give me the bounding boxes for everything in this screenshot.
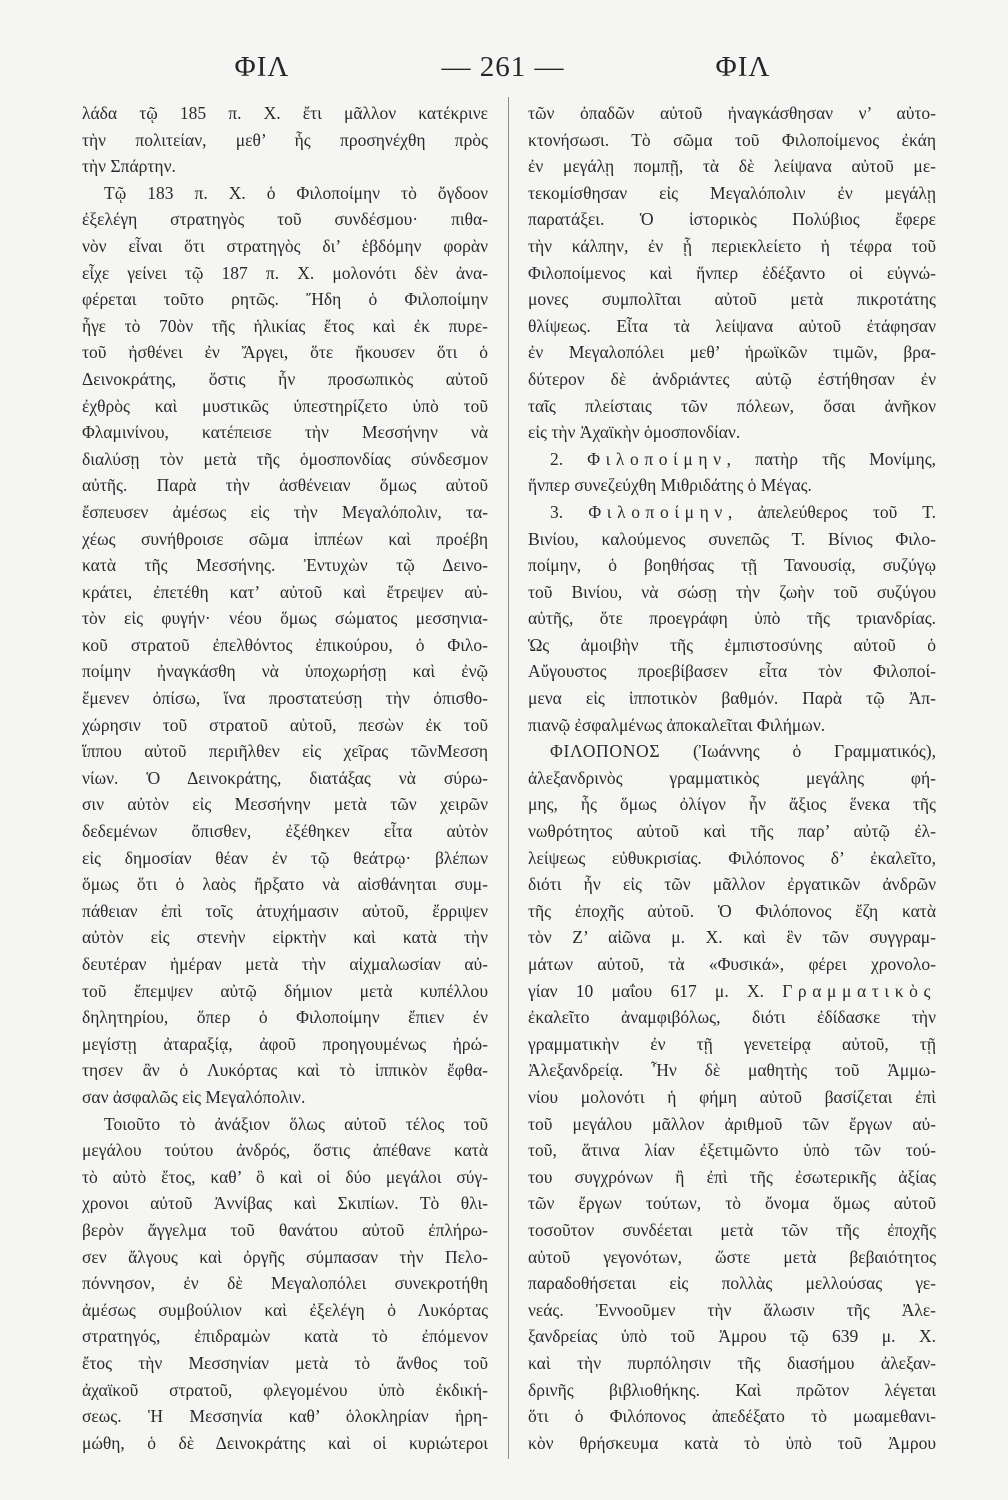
- text-line: νίων. Ὁ Δεινοκράτης, διατάξας νὰ σύρω-: [82, 767, 488, 788]
- text-line: σεως. Ἡ Μεσσηνία καθ’ ὁλοκληρίαν ἠρη-: [82, 1406, 488, 1427]
- text-line: Δεινοκράτης, ὅστις ἦν προσωπικὸς αὐτοῦ: [82, 368, 488, 389]
- text-line: κὸν θρήσκευμα κατὰ τὸ ὑπὸ τοῦ Ἀμρου: [528, 1432, 936, 1453]
- text-line: Τοιοῦτο τὸ ἀνάξιον ὅλως αὐτοῦ τέλος τοῦ: [104, 1113, 488, 1134]
- text-line: στρατηγός, ἐπιδραμὼν κατὰ τὸ ἐπόμενον: [82, 1326, 488, 1347]
- text-line: [528, 499, 936, 526]
- text-segment: (Ἰωάννης ὁ Γραμματικός),: [660, 741, 936, 762]
- text-line: τεκομίσθησαν εἰς Μεγαλόπολιν ἐν μεγάλῃ: [528, 182, 936, 203]
- text-line: [528, 978, 936, 1005]
- text-line: Φιλοποίμενος καὶ ἥνπερ ἐδέξαντο οἱ εὐγνώ-: [528, 262, 936, 283]
- spaced-name: Φιλοποίμην: [588, 501, 728, 522]
- text-line: τοῦ, ἅτινα λίαν ἐξετιμῶντο ὑπὸ τῶν τού-: [528, 1140, 936, 1161]
- text-line: εἰς τὴν Ἀχαϊκὴν ὁμοσπονδίαν.: [528, 422, 741, 443]
- text-line: [528, 446, 936, 473]
- text-line: παρατάξει. Ὁ ἱστορικὸς Πολύβιος ἔφερε: [528, 209, 936, 230]
- text-line: ἐχθρὸς καὶ μυστικῶς ὑπεστηρίζετο ὑπὸ τοῦ: [82, 395, 488, 416]
- text-line: Ἀλεξανδρείᾳ. Ἦν δὲ μαθητὴς τοῦ Ἀμμω-: [528, 1060, 936, 1081]
- text-line: χώρησιν τοῦ στρατοῦ αὐτοῦ, πεσὼν ἐκ τοῦ: [82, 714, 488, 735]
- text-line: τὸ αὐτὸ ἔτος, καθ’ ὃ καὶ οἱ δύο μεγάλοι σύγ-: [82, 1166, 488, 1187]
- text-line: πιανῷ ἐσφαλμένως ἀποκαλεῖται Φιλήμων.: [528, 714, 826, 735]
- text-line: πάθειαν ἐπὶ τοῖς ἀτυχήμασιν αὐτοῦ, ἔρριψεν: [82, 900, 488, 921]
- text-line: δεδεμένων ὄπισθεν, ἐξέθηκεν εἶτα αὐτὸν: [82, 821, 488, 842]
- text-line: πόννησον, ἐν δὲ Μεγαλοπόλει συνεκροτήθη: [82, 1273, 488, 1294]
- text-line: Φλαμινίνου, κατέπεισε τὴν Μεσσήνην νὰ: [82, 422, 488, 443]
- text-line: Βινίου, καλούμενος συνεπῶς Τ. Βίνιος Φιλο-: [528, 528, 936, 549]
- text-line: βερὸν ἄγγελμα τοῦ θανάτου αὐτοῦ ἐπλήρω-: [82, 1219, 488, 1240]
- text-line: ἐν μεγάλῃ πομπῇ, τὰ δὲ λείψανα αὐτοῦ με-: [528, 156, 936, 177]
- text-line: ὅτι ὁ Φιλόπονος ἀπεδέξατο τὸ μωαμεθανι-: [528, 1406, 936, 1427]
- text-line: φέρεται τοῦτο ρητῶς. Ἤδη ὁ Φιλοποίμην: [82, 289, 488, 310]
- text-line: μεγίστῃ ἀταραξίᾳ, ἀφοῦ προηγουμένως ἠρώ-: [82, 1033, 488, 1054]
- text-line: τῶν ὀπαδῶν αὐτοῦ ἠναγκάσθησαν ν’ αὐτο-: [528, 103, 936, 123]
- text-line: δύτερον δὲ ἀνδριάντες αὐτῷ ἐστήθησαν ἐν: [528, 368, 936, 389]
- text-line: ἔσπευσεν ἀμέσως εἰς τὴν Μεγαλόπολιν, τα-: [82, 501, 488, 522]
- text-line: τὴν πολιτείαν, μεθ’ ἧς προσηνέχθη πρὸς: [82, 129, 488, 150]
- text-line: αὐτῆς, ὅτε προεγράφη ὑπὸ τῆς τριανδρίας.: [528, 608, 936, 629]
- text-line: καὶ τὴν πυρπόλησιν τῆς διασήμου ἀλεξαν-: [528, 1352, 936, 1373]
- text-line: τοῦ Βινίου, νὰ σώσῃ τὴν ζωὴν τοῦ συζύγου: [528, 581, 936, 602]
- text-line: Τῷ 183 π. Χ. ὁ Φιλοποίμην τὸ ὄγδοον: [104, 182, 488, 203]
- paragraph: [528, 446, 936, 499]
- text-line: μεγάλου τούτου ἀνδρός, ὅστις ἀπέθανε κατὰ: [82, 1140, 488, 1161]
- text-line: Ὡς ἀμοιβὴν τῆς ἐμπιστοσύνης αὐτοῦ ὁ: [528, 634, 936, 655]
- paragraph: [528, 100, 936, 446]
- text-segment: , ἀπελεύθερος τοῦ Τ.: [727, 501, 936, 522]
- text-line: νὸν εἶναι ὅτι στρατηγὸς δι’ ἑβδόμην φορὰν: [82, 235, 488, 256]
- paragraph: [82, 100, 488, 180]
- page-number: — 261 —: [441, 51, 565, 83]
- text-line: τοῦ ἔπεμψεν αὐτῷ δήμιον μετὰ κυπέλλου: [82, 980, 488, 1001]
- spaced-name: Φιλοποίμην: [587, 448, 727, 469]
- text-line: ἐκαλεῖτο ἀναμφιβόλως, διότι ἐδίδασκε τὴν: [528, 1007, 936, 1028]
- entry-headword: ΦΙΛΟΠΟΝΟΣ: [550, 741, 661, 762]
- text-line: σεν ἄλγους καὶ ὀργῆς σύμπασαν τὴν Πελο-: [82, 1246, 488, 1267]
- text-line: τοσοῦτον συνδέεται μετὰ τῶν τῆς ἐποχῆς: [528, 1219, 936, 1240]
- text-line: τὸν Ζ’ αἰῶνα μ. Χ. καὶ ἓν τῶν συγγραμ-: [528, 927, 936, 948]
- text-line: χρονοι αὐτοῦ Ἀννίβας καὶ Σκιπίων. Τὸ θλι-: [82, 1193, 488, 1214]
- text-line: νωθρότητος αὐτοῦ καὶ τῆς παρ’ αὐτῷ ἐλ-: [528, 821, 936, 842]
- spaced-name: Γραμματικὸς: [782, 980, 936, 1001]
- text-line: ἀμέσως συμβούλιον καὶ ἐξελέγη ὁ Λυκόρτας: [82, 1299, 488, 1320]
- text-segment: 3.: [550, 501, 589, 522]
- text-line: σιν αὐτὸν εἰς Μεσσήνην μετὰ τῶν χειρῶν: [82, 794, 488, 815]
- text-line: μονες συμπολῖται αὐτοῦ μετὰ πικροτάτης: [528, 289, 936, 310]
- text-line: μενα εἰς ἱπποτικὸν βαθμόν. Παρὰ τῷ Ἀπ-: [528, 688, 936, 709]
- text-line: ποίμην ἠναγκάσθη νὰ ὑποχωρήσῃ καὶ ἐνῷ: [82, 661, 488, 682]
- text-line: διότι ἦν εἰς τῶν μᾶλλον ἐργατικῶν ἀνδρῶν: [528, 874, 936, 895]
- text-line: ἐν Μεγαλοπόλει μεθ’ ἡρωϊκῶν τιμῶν, βρα-: [528, 342, 936, 363]
- text-line: τοῦ ἠσθένει ἐν Ἄργει, ὅτε ἤκουσεν ὅτι ὁ: [82, 342, 488, 363]
- text-line: Αὔγουστος προεβίβασεν εἶτα τὸν Φιλοποί-: [528, 661, 936, 682]
- column-divider: [508, 97, 509, 1459]
- text-line: αὐτὸν εἰς στενὴν εἱρκτὴν καὶ κατὰ τὴν: [82, 927, 488, 948]
- text-line: ἀχαϊκοῦ στρατοῦ, φλεγομένου ὑπὸ ἐκδική-: [82, 1379, 488, 1400]
- text-line: κοῦ στρατοῦ ἐπελθόντος ἐπικούρου, ὁ Φιλο-: [82, 634, 488, 655]
- text-line: νίου μολονότι ἡ φήμη αὐτοῦ βασίζεται ἐπὶ: [528, 1086, 936, 1107]
- paragraph: [82, 180, 488, 1111]
- text-line: γραμματικὴν ἐν τῇ γενετείρᾳ αὐτοῦ, τῇ: [528, 1033, 936, 1054]
- paragraph: [528, 738, 936, 1456]
- text-line: ἵππου αὐτοῦ περιῆλθεν εἰς χεῖρας τῶνΜεσση: [82, 741, 488, 762]
- text-line: δρινῆς βιβλιοθήκης. Καὶ πρῶτον λέγεται: [528, 1379, 936, 1400]
- text-line: τὴν κάλπην, ἐν ᾗ περιεκλείετο ἡ τέφρα τοῦ: [528, 235, 936, 256]
- text-segment: γίαν 10 μαΐου 617 μ. Χ.: [528, 980, 783, 1001]
- text-line: θλίψεως. Εἶτα τὰ λείψανα αὐτοῦ ἐτάφησαν: [528, 315, 936, 336]
- text-line: ἦγε τὸ 70ὸν τῆς ἡλικίας ἔτος καὶ ἐκ πυρε-: [82, 315, 488, 336]
- text-line: ἔμενεν ὀπίσω, ἵνα προστατεύσῃ τὴν ὀπισθο-: [82, 688, 488, 709]
- text-line: σαν ἀσφαλῶς εἰς Μεγαλόπολιν.: [82, 1086, 306, 1107]
- text-line: τοῦ μεγάλου μᾶλλον ἀριθμοῦ τῶν ἔργων αὐ-: [528, 1113, 936, 1134]
- text-line: τῶν ἔργων τούτων, τὸ ὄνομα ὅμως αὐτοῦ: [528, 1193, 936, 1214]
- text-line: δηλητηρίου, ὅπερ ὁ Φιλοποίμην ἔπιεν ἐν: [82, 1007, 488, 1028]
- text-line: κατὰ τῆς Μεσσήνης. Ἐντυχὼν τῷ Δεινο-: [82, 555, 488, 576]
- text-line: λείψεως εὐθυκρισίας. Φιλόπονος δ’ ἐκαλεῖτο,: [528, 847, 936, 868]
- text-line: κράτει, ἐπετέθη κατ’ αὐτοῦ καὶ ἔτρεψεν αὐ-: [82, 581, 488, 602]
- text-line: λάδα τῷ 185 π. Χ. ἔτι μᾶλλον κατέκρινε: [82, 103, 488, 123]
- text-line: εἰς δημοσίαν θέαν ἐν τῷ θεάτρῳ· βλέπων: [82, 847, 488, 868]
- text-line: ἔτος τὴν Μεσσηνίαν μετὰ τὸ ἄνθος τοῦ: [82, 1352, 488, 1373]
- text-line: μάτων αὐτοῦ, τὰ «Φυσικά», φέρει χρονολο-: [528, 954, 936, 974]
- text-segment: 2.: [550, 448, 588, 469]
- text-line: ποίμην, ὁ βοηθήσας τῇ Τανουσίᾳ, συζύγῳ: [528, 555, 936, 576]
- text-line: παραδοθήσεται εἰς πολλὰς μελλούσας γε-: [528, 1273, 936, 1294]
- text-line: αὐτοῦ γεγονότων, ὥστε μετὰ βεβαιότητος: [528, 1246, 936, 1267]
- text-line: τῆς ἐποχῆς αὐτοῦ. Ὁ Φιλόπονος ἔζη κατὰ: [528, 900, 936, 921]
- text-line: τησεν ἂν ὁ Λυκόρτας καὶ τὸ ἱππικὸν ἔφθα-: [82, 1060, 488, 1081]
- paragraph: [528, 499, 936, 738]
- right-column: [528, 100, 936, 1456]
- text-line: ὅμως ὅτι ὁ λαὸς ἤρξατο νὰ αἰσθάνηται συμ-: [82, 874, 488, 895]
- text-line: τὸν εἰς φυγήν· νέου ὅμως σώματος μεσσηνια-: [82, 608, 488, 629]
- text-line: κτονήσωσι. Τὸ σῶμα τοῦ Φιλοποίμενος ἐκάη: [528, 129, 936, 150]
- text-segment: , πατὴρ τῆς Μονίμης,: [726, 448, 937, 469]
- text-line: δευτέραν ἡμέραν μετὰ τὴν αἰχμαλωσίαν αὐ-: [82, 954, 488, 974]
- left-column: [82, 100, 488, 1456]
- text-line: εἶχε γείνει τῷ 187 π. Χ. μολονότι δὲν ἀνα-: [82, 262, 488, 283]
- text-line: διαλύσῃ τὸν μετὰ τῆς ὁμοσπονδίας σύνδεσμον: [82, 448, 488, 469]
- text-line: μώθη, ὁ δὲ Δεινοκράτης καὶ οἱ κυριώτεροι: [82, 1432, 488, 1453]
- text-line: ταῖς πλείσταις τῶν πόλεων, ὅσαι ἀνῆκον: [528, 395, 936, 416]
- text-line: του συγχρόνων ἢ ἐπὶ τῆς ἐσωτερικῆς ἀξίας: [528, 1166, 936, 1187]
- text-line: τὴν Σπάρτην.: [82, 156, 176, 177]
- text-line: νεάς. Ἐννοοῦμεν τὴν ἅλωσιν τῆς Ἀλε-: [528, 1299, 936, 1320]
- running-head-left: ΦΙΛ: [234, 51, 290, 83]
- text-line: ἐξελέγη στρατηγὸς τοῦ συνδέσμου· πιθα-: [82, 209, 488, 230]
- text-line: ἥνπερ συνεζεύχθη Μιθριδάτης ὁ Μέγας.: [528, 475, 812, 496]
- text-line: [528, 738, 936, 765]
- text-line: ἀλεξανδρινὸς γραμματικὸς μεγάλης φή-: [528, 767, 936, 788]
- text-line: αὐτῆς. Παρὰ τὴν ἀσθένειαν ὅμως αὐτοῦ: [82, 475, 488, 496]
- paragraph: [82, 1111, 488, 1457]
- text-line: χέως συνήθροισε σῶμα ἱππέων καὶ προέβη: [82, 528, 488, 549]
- running-head-right: ΦΙΛ: [715, 51, 771, 83]
- text-line: ξανδρείας ὑπὸ τοῦ Ἀμρου τῷ 639 μ. Χ.: [528, 1326, 936, 1347]
- text-line: μης, ἧς ὅμως ὀλίγον ἦν ἄξιος ἕνεκα τῆς: [528, 794, 936, 815]
